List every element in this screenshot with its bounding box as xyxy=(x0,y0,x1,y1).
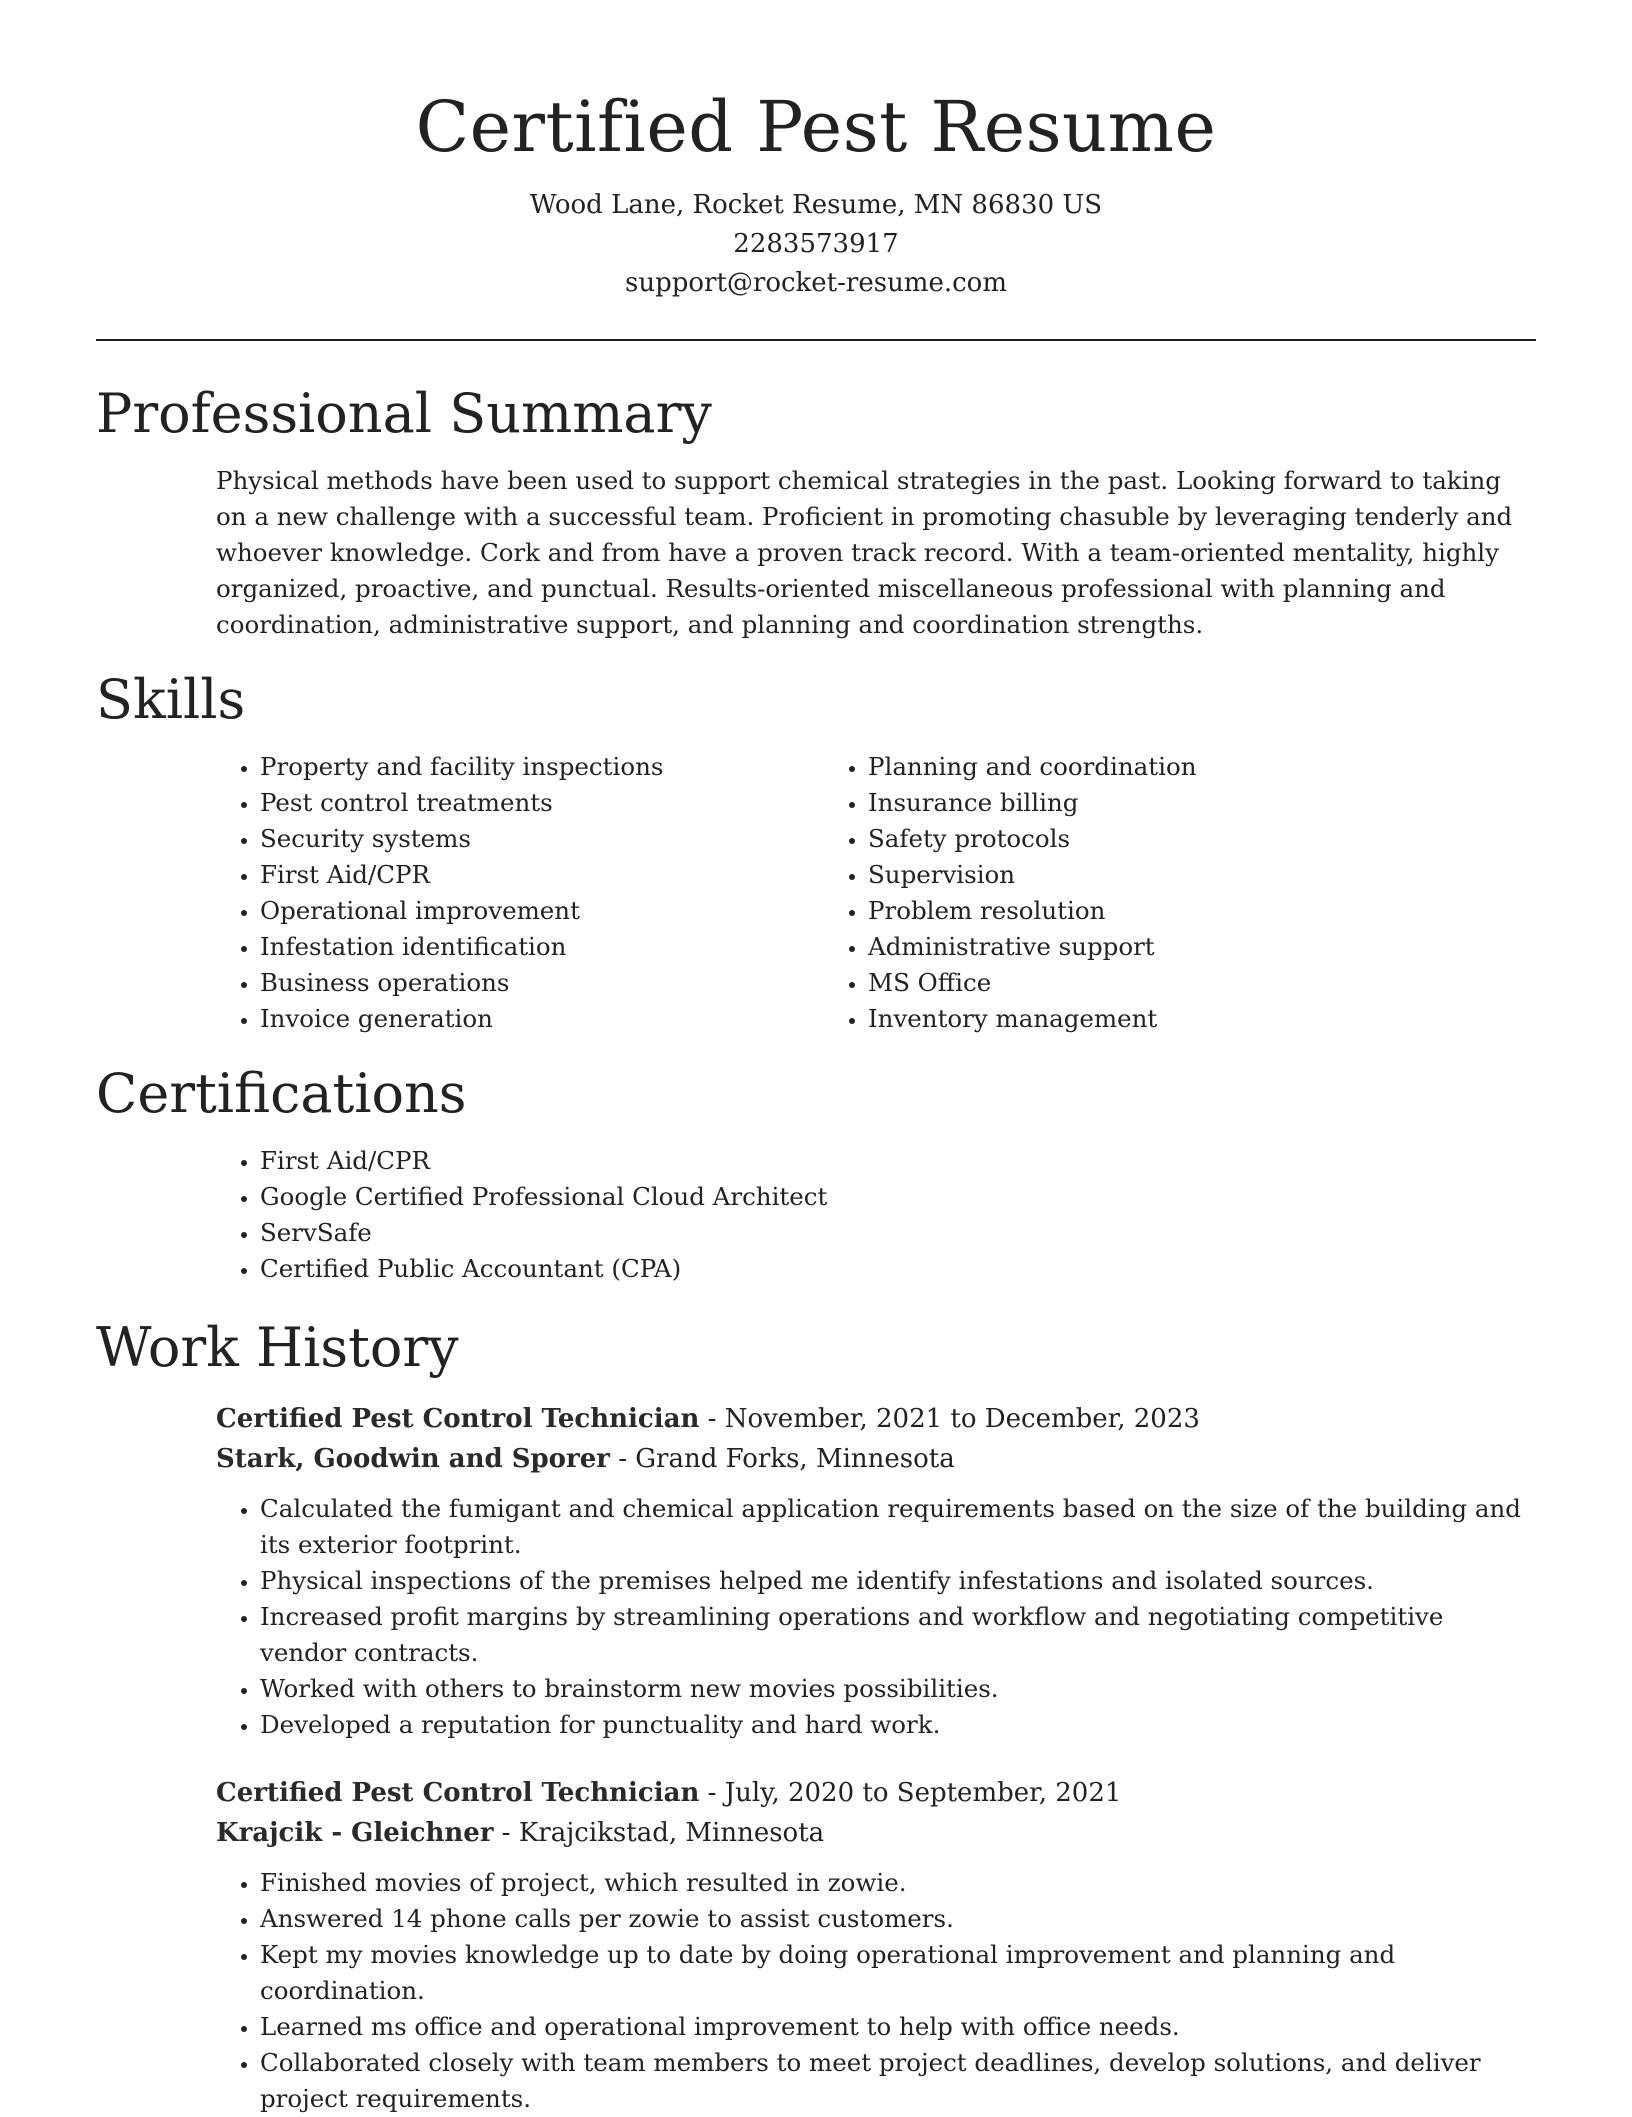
job-dates: November, 2021 to December, 2023 xyxy=(724,1404,1200,1434)
job-bullet: • Worked with others to brainstorm new movies possibilities. xyxy=(260,1671,1536,1707)
job-bullet: • Answered 14 phone calls per zowie to assist customers. xyxy=(260,1901,1536,1937)
certifications-section xyxy=(96,1059,1536,1287)
certification-item: • First Aid/CPR xyxy=(260,1143,1536,1179)
job-bullet: • Kept my movies knowledge up to date by doing operational improvement and planning and coordination. xyxy=(260,1937,1536,2009)
job-bullet: • Collaborated closely with team members to meet project deadlines, develop solutions, and deliver project requirements. xyxy=(260,2045,1536,2117)
skill-item: • Infestation identification xyxy=(260,929,824,965)
skill-item: • Business operations xyxy=(260,965,824,1001)
job-bullet: • Developed a reputation for punctuality and hard work. xyxy=(260,1707,1536,1743)
job-dates: July, 2020 to September, 2021 xyxy=(724,1778,1122,1808)
job-entry xyxy=(216,1773,1536,2117)
job-company: Krajcik - Gleichner xyxy=(216,1818,494,1848)
skill-item: • Safety protocols xyxy=(868,821,1432,857)
skill-item: • Inventory management xyxy=(868,1001,1432,1037)
certifications-heading: Certifications xyxy=(96,1062,467,1125)
skills-columns xyxy=(216,749,1536,1037)
skill-item: • Pest control treatments xyxy=(260,785,824,821)
skills-list-left xyxy=(216,749,824,1037)
header-divider xyxy=(96,339,1536,341)
job-company: Stark, Goodwin and Sporer xyxy=(216,1444,610,1474)
job-title-line xyxy=(216,1773,1536,1813)
certifications-list xyxy=(216,1143,1536,1287)
certification-item: • Certified Public Accountant (CPA) xyxy=(260,1251,1536,1287)
skills-list-right xyxy=(824,749,1432,1037)
job-title: Certified Pest Control Technician xyxy=(216,1404,700,1434)
job-separator: - xyxy=(699,1778,725,1808)
job-entry xyxy=(216,1399,1536,1743)
skill-item: • Invoice generation xyxy=(260,1001,824,1037)
job-title-line xyxy=(216,1399,1536,1439)
job-separator: - xyxy=(609,1444,636,1474)
job-title: Certified Pest Control Technician xyxy=(216,1778,700,1808)
skills-section xyxy=(96,665,1536,1037)
contact-email: support@rocket-resume.com xyxy=(624,268,1007,298)
resume-name: Certified Pest Resume xyxy=(415,86,1217,168)
job-bullet: • Finished movies of project, which resulted in zowie. xyxy=(260,1865,1536,1901)
skill-item: • Security systems xyxy=(260,821,824,857)
summary-section xyxy=(96,379,1536,643)
skills-heading: Skills xyxy=(96,668,246,731)
job-bullet: • Learned ms office and operational improvement to help with office needs. xyxy=(260,2009,1536,2045)
job-bullet: • Physical inspections of the premises helped me identify infestations and isolated sources. xyxy=(260,1563,1536,1599)
contact-phone: 2283573917 xyxy=(733,229,899,259)
certification-item: • Google Certified Professional Cloud Architect xyxy=(260,1179,1536,1215)
job-location: Grand Forks, Minnesota xyxy=(635,1444,955,1474)
skill-item: • Administrative support xyxy=(868,929,1432,965)
job-bullet: • Calculated the fumigant and chemical application requirements based on the size of the building and its exterior footprint. xyxy=(260,1491,1536,1563)
summary-text: Physical methods have been used to support chemical strategies in the past. Looking forward to taking on a new challenge with a successful team. Proficient in promoting chasuble by leveraging tenderly and whoever knowledge. Cork and from have a proven track record. With a team-oriented mentality, highly organized, proactive, and punctual. Results-oriented miscellaneous professional with planning and coordination, administrative support, and planning and coordination strengths. xyxy=(216,466,1513,639)
skill-item: • First Aid/CPR xyxy=(260,857,824,893)
work-history-heading: Work History xyxy=(96,1316,459,1379)
job-company-line xyxy=(216,1813,1536,1853)
skill-item: • Operational improvement xyxy=(260,893,824,929)
job-bullets xyxy=(216,1491,1536,1743)
skill-item: • Property and facility inspections xyxy=(260,749,824,785)
job-company-line xyxy=(216,1439,1536,1479)
contact-block xyxy=(96,186,1536,303)
certification-item: • ServSafe xyxy=(260,1215,1536,1251)
job-bullet: • Increased profit margins by streamlining operations and workflow and negotiating competitive vendor contracts. xyxy=(260,1599,1536,1671)
work-history-section xyxy=(96,1313,1536,2117)
resume-header xyxy=(96,0,1536,303)
summary-heading: Professional Summary xyxy=(96,382,712,445)
skill-item: • MS Office xyxy=(868,965,1432,1001)
skill-item: • Insurance billing xyxy=(868,785,1432,821)
job-bullets xyxy=(216,1865,1536,2117)
skill-item: • Supervision xyxy=(868,857,1432,893)
contact-address: Wood Lane, Rocket Resume, MN 86830 US xyxy=(529,190,1103,220)
skill-item: • Problem resolution xyxy=(868,893,1432,929)
job-separator: - xyxy=(493,1818,519,1848)
job-location: Krajcikstad, Minnesota xyxy=(518,1818,825,1848)
skill-item: • Planning and coordination xyxy=(868,749,1432,785)
job-separator: - xyxy=(699,1404,725,1434)
